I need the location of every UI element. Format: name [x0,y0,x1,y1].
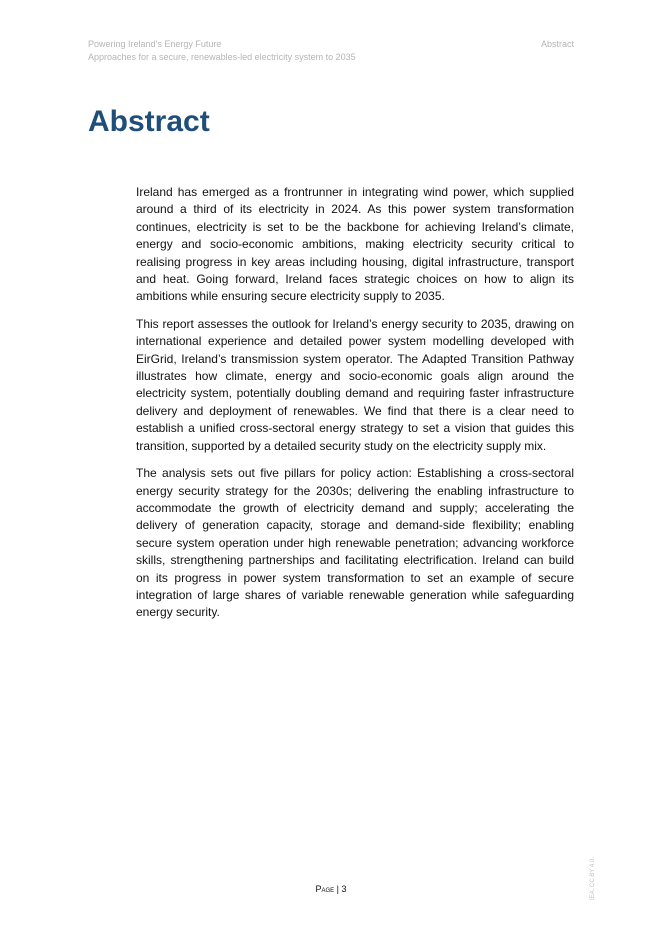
page-footer [0,884,662,894]
license-credit: IEA. CC BY 4.0. [590,857,596,900]
paragraph: The analysis sets out five pillars for policy action: Establishing a cross-sectoral energy security strategy for the 2030s; delivering the enabling infrastructure to accommodate the growth of electricity demand and supply; accelerating the delivery of generation capacity, storage and demand-side flexibility; enabling secure system operation under high renewable penetration; advancing workforce skills, strengthening partnerships and facilitating electrification. Ireland can build on its progress in power system transformation to set an example of secure integration of large shares of variable renewable generation while safeguarding energy security. [136,466,574,620]
running-header [88,38,356,64]
page-label: Page [315,884,335,894]
paragraph: Ireland has emerged as a frontrunner in integrating wind power, which supplied around a third of its electricity in 2024. As this power system transformation continues, electricity is set to be the backbone for achieving Ireland’s climate, energy and socio-economic ambitions, making electricity security critical to realising progress in key areas including housing, digital infrastructure, transport and heat. Going forward, Ireland faces strategic choices on how to align its ambitions while ensuring secure electricity supply to 2035. [136,185,574,304]
abstract-body [136,184,574,632]
report-title: Powering Ireland’s Energy Future [88,39,222,49]
paragraph: This report assesses the outlook for Ireland’s energy security to 2035, drawing on international experience and detailed power system modelling developed with EirGrid, Ireland’s transmission system operator. The Adapted Transition Pathway illustrates how climate, energy and socio-economic goals align around the electricity system, potentially doubling demand and requiring faster infrastructure delivery and deployment of renewables. We find that there is a clear need to establish a unified cross-sectoral energy strategy to set a vision that guides this transition, supported by a detailed security study on the electricity supply mix. [136,316,574,453]
page-separator: | [336,884,339,894]
page-number: 3 [341,884,347,894]
section-label: Abstract [540,39,574,49]
page-title: Abstract [88,105,210,138]
report-subtitle: Approaches for a secure, renewables-led electricity system to 2035 [88,52,356,62]
